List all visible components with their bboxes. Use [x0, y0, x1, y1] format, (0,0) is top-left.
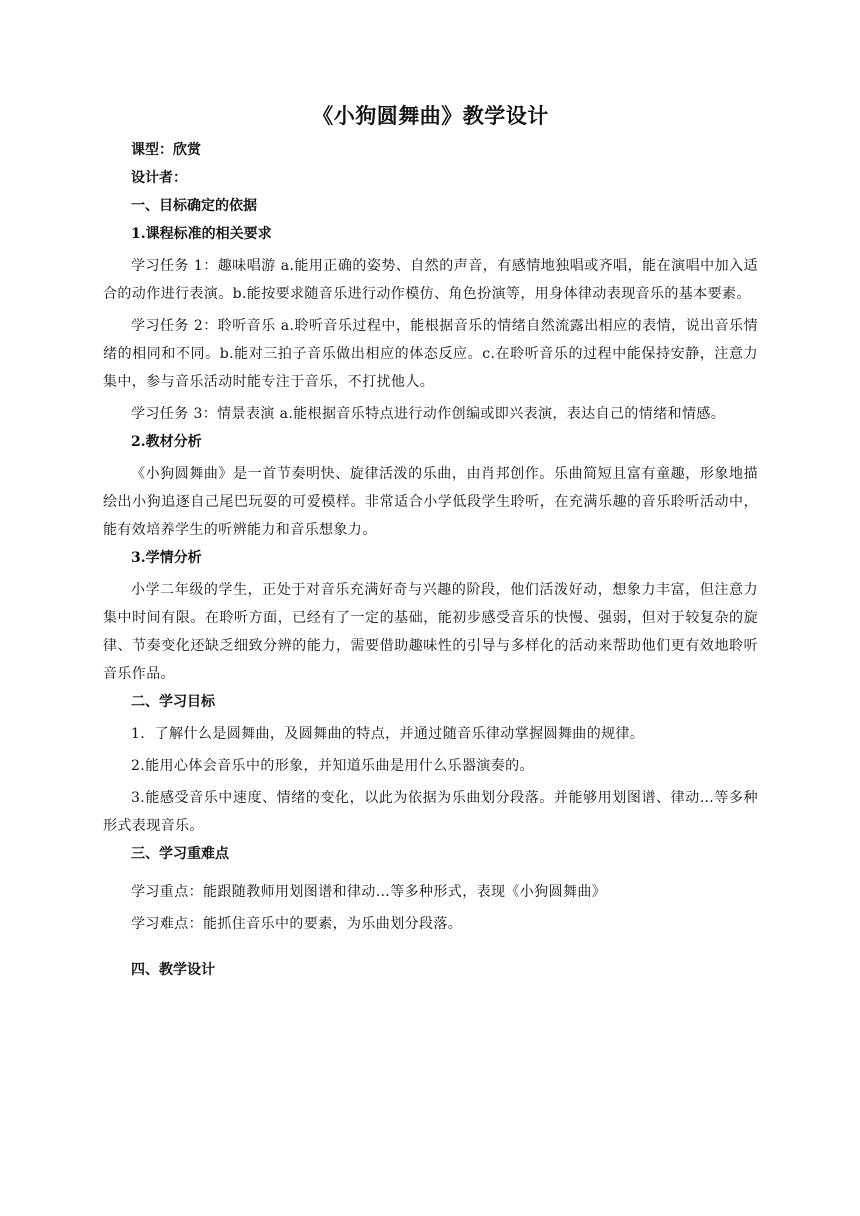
section1-heading: 一、目标确定的依据	[131, 198, 257, 214]
section1-sub2-heading: 2.教材分析	[131, 434, 202, 450]
difficulty-paragraph: 学习难点：能抓住音乐中的要素，为乐曲划分段落。	[131, 916, 463, 932]
textbook-analysis-paragraph: 《小狗圆舞曲》是一首节奏明快、旋律活泼的乐曲，由肖邦创作。乐曲简短且富有童趣，形象地描绘出小狗追逐自己尾巴玩耍的可爱模样。非常适合小学低段学生聆听，在充满乐趣的音乐聆听活动中，能有效培养学生的听辨能力和音乐想象力。	[103, 466, 758, 538]
section3-heading: 三、学习重难点	[131, 846, 229, 862]
key-point-paragraph: 学习重点：能跟随教师用划图谱和律动…等多种形式，表现《小狗圆舞曲》	[131, 884, 607, 900]
task2-paragraph: 学习任务 2：聆听音乐 a.聆听音乐过程中，能根据音乐的情绪自然流露出相应的表情，说出音乐情绪的相同和不同。b.能对三拍子音乐做出相应的体态反应。c.在聆听音乐的过程中能保持安静，注意力集中，参与音乐活动时能专注于音乐，不打扰他人。	[103, 318, 758, 390]
section1-sub3-heading: 3.学情分析	[131, 550, 202, 566]
section1-sub1-heading: 1.课程标准的相关要求	[131, 226, 272, 242]
task3-paragraph: 学习任务 3：情景表演 a.能根据音乐特点进行动作创编或即兴表演，表达自己的情绪和情感。	[131, 406, 726, 422]
document-page	[103, 96, 758, 984]
goal-item: 2.能用心体会音乐中的形象，并知道乐曲是用什么乐器演奏的。	[131, 758, 534, 774]
section4-heading: 四、教学设计	[131, 962, 215, 978]
designer: 设计者：	[131, 170, 187, 186]
document-title: 《小狗圆舞曲》教学设计	[312, 103, 549, 128]
goal-item: 3.能感受音乐中速度、情绪的变化，以此为依据为乐曲划分段落。并能够用划图谱、律动…等多种形式表现音乐。	[103, 790, 758, 834]
learner-analysis-paragraph: 小学二年级的学生，正处于对音乐充满好奇与兴趣的阶段，他们活泼好动，想象力丰富，但注意力集中时间有限。在聆听方面，已经有了一定的基础，能初步感受音乐的快慢、强弱，但对于较复杂的旋律、节奏变化还缺乏细致分辨的能力，需要借助趣味性的引导与多样化的活动来帮助他们更有效地聆听音乐作品。	[103, 582, 758, 682]
section2-heading: 二、学习目标	[131, 694, 215, 710]
goal-item: 1．了解什么是圆舞曲，及圆舞曲的特点，并通过随音乐律动掌握圆舞曲的规律。	[131, 726, 645, 742]
task1-paragraph: 学习任务 1：趣味唱游 a.能用正确的姿势、自然的声音，有感情地独唱或齐唱，能在演唱中加入适合的动作进行表演。b.能按要求随音乐进行动作模仿、角色扮演等，用身体律动表现音乐的基本要素。	[103, 258, 758, 302]
lesson-type: 课型：欣赏	[131, 142, 201, 158]
